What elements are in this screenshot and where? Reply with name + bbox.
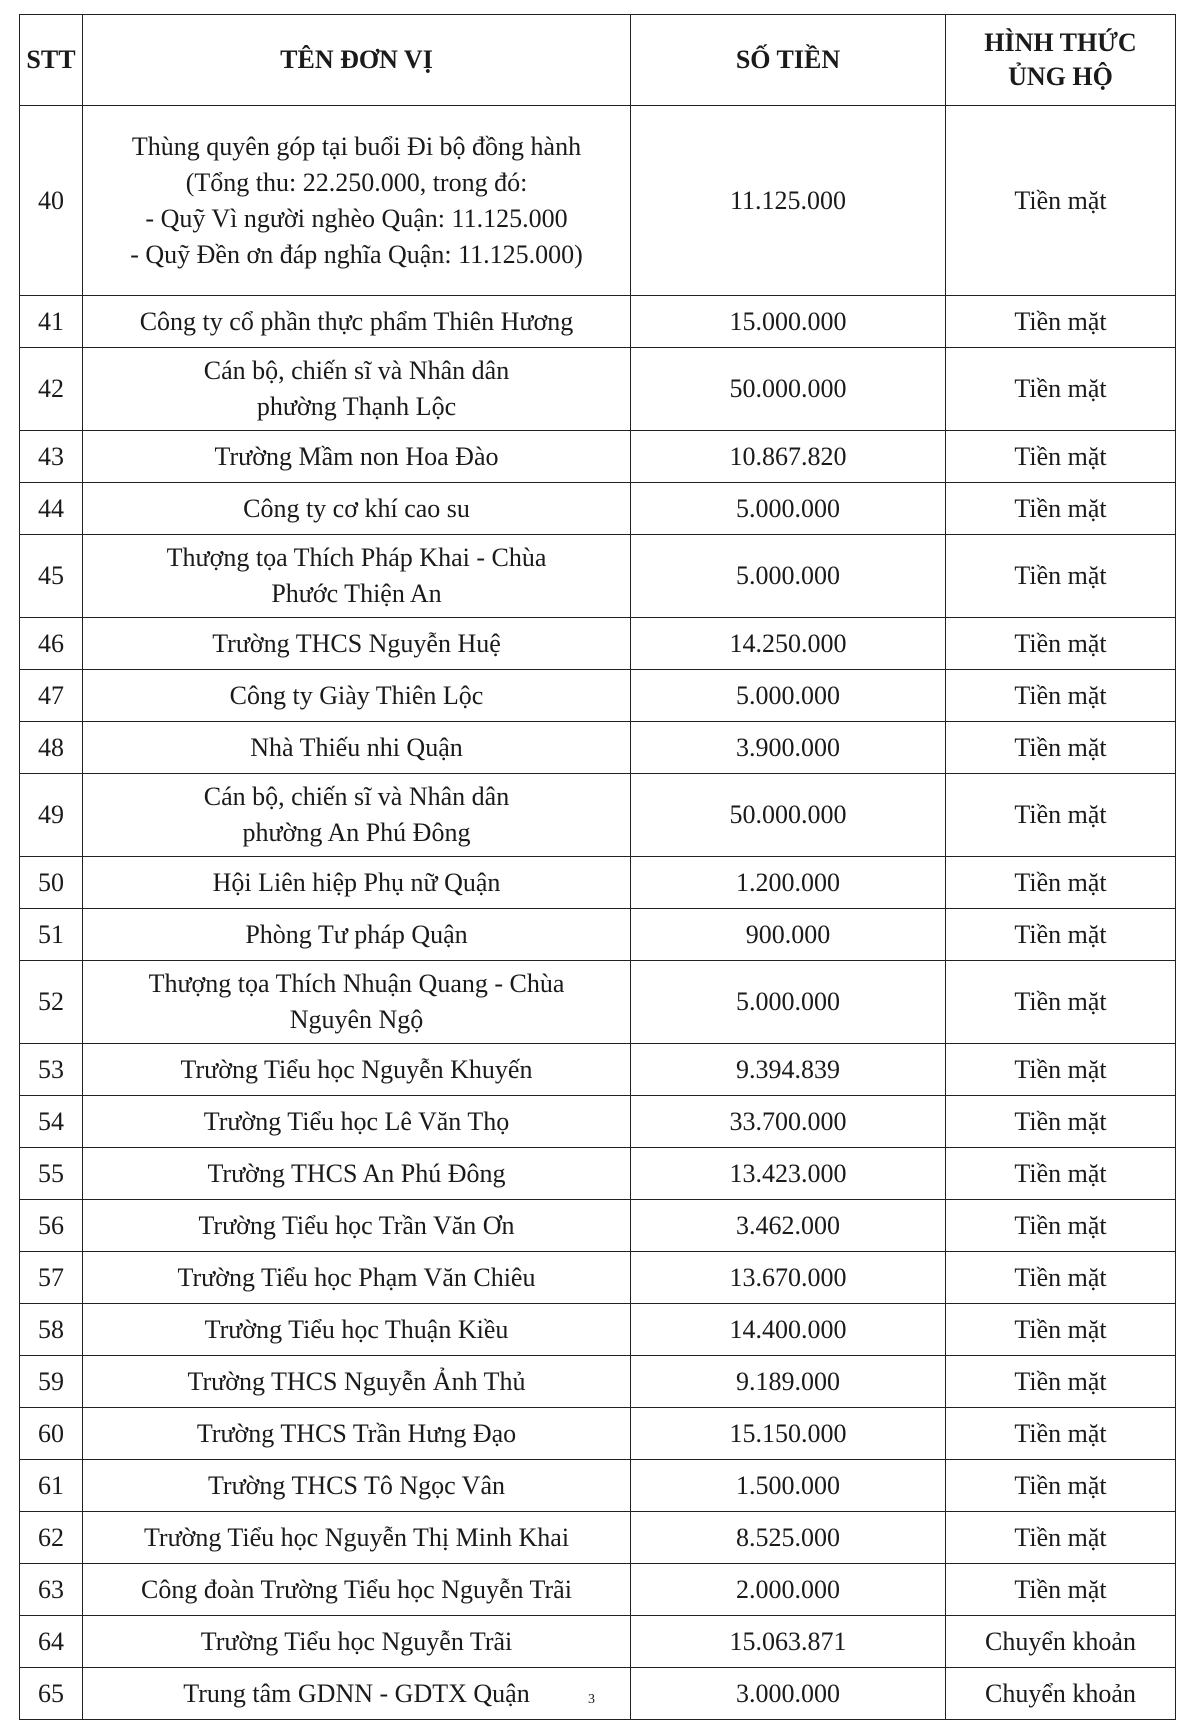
cell-method: Tiền mặt (946, 431, 1176, 483)
cell-method: Tiền mặt (946, 1148, 1176, 1200)
table-row (20, 1252, 1176, 1304)
table-row (20, 1460, 1176, 1512)
table-row (20, 1148, 1176, 1200)
cell-method: Tiền mặt (946, 535, 1176, 618)
cell-amount: 15.000.000 (631, 296, 946, 348)
table-row (20, 670, 1176, 722)
cell-amount: 3.000.000 (631, 1668, 946, 1720)
cell-method: Tiền mặt (946, 1200, 1176, 1252)
cell-name-line: Cán bộ, chiến sĩ và Nhân dân (203, 356, 510, 385)
cell-name (83, 1668, 631, 1720)
table-row (20, 1512, 1176, 1564)
cell-name (83, 618, 631, 670)
table-row (20, 1304, 1176, 1356)
cell-method: Tiền mặt (946, 296, 1176, 348)
cell-name-line: Trường THCS Nguyễn Ảnh Thủ (187, 1366, 526, 1396)
header-row (20, 15, 1176, 106)
table-row (20, 774, 1176, 857)
cell-name (83, 774, 631, 857)
cell-name-line: Cán bộ, chiến sĩ và Nhân dân (203, 782, 510, 811)
cell-name-line: Trường Tiểu học Lê Văn Thọ (203, 1106, 510, 1136)
cell-stt: 57 (20, 1252, 83, 1304)
cell-amount: 1.500.000 (631, 1460, 946, 1512)
cell-stt: 56 (20, 1200, 83, 1252)
cell-amount: 2.000.000 (631, 1564, 946, 1616)
cell-name-line: Trường Tiểu học Nguyễn Thị Minh Khai (143, 1522, 570, 1552)
table-row (20, 1616, 1176, 1668)
cell-stt: 48 (20, 722, 83, 774)
cell-amount: 9.189.000 (631, 1356, 946, 1408)
cell-name (83, 1616, 631, 1668)
cell-name-line: Trường Tiểu học Trần Văn Ơn (198, 1210, 515, 1240)
cell-name-line: Trường THCS Tô Ngọc Vân (207, 1470, 506, 1500)
cell-name-line: Hội Liên hiệp Phụ nữ Quận (212, 867, 501, 897)
donations-table (19, 14, 1176, 1720)
cell-name-line: phường An Phú Đông (242, 818, 471, 847)
cell-name (83, 1512, 631, 1564)
cell-name-line: Trường Tiểu học Thuận Kiều (204, 1314, 509, 1344)
cell-amount: 8.525.000 (631, 1512, 946, 1564)
header-name: TÊN ĐƠN VỊ (83, 15, 631, 106)
cell-method: Tiền mặt (946, 1096, 1176, 1148)
cell-method: Tiền mặt (946, 1460, 1176, 1512)
cell-stt: 63 (20, 1564, 83, 1616)
cell-name (83, 722, 631, 774)
cell-name-line: - Quỹ Đền ơn đáp nghĩa Quận: 11.125.000) (130, 239, 583, 269)
cell-amount: 50.000.000 (631, 348, 946, 431)
table-row (20, 535, 1176, 618)
cell-name (83, 296, 631, 348)
cell-method: Chuyển khoản (946, 1668, 1176, 1720)
cell-amount: 13.670.000 (631, 1252, 946, 1304)
cell-name-line: Nguyên Ngộ (289, 1005, 424, 1034)
cell-amount: 13.423.000 (631, 1148, 946, 1200)
cell-name (83, 1096, 631, 1148)
cell-method: Tiền mặt (946, 909, 1176, 961)
table-row (20, 857, 1176, 909)
cell-stt: 62 (20, 1512, 83, 1564)
cell-name (83, 961, 631, 1044)
cell-stt: 61 (20, 1460, 83, 1512)
table-row (20, 1564, 1176, 1616)
cell-name-line: Trường THCS Nguyễn Huệ (212, 628, 501, 658)
cell-stt: 44 (20, 483, 83, 535)
cell-amount: 50.000.000 (631, 774, 946, 857)
cell-method: Tiền mặt (946, 857, 1176, 909)
cell-name-line: Trường THCS An Phú Đông (207, 1158, 506, 1188)
table-row (20, 1044, 1176, 1096)
cell-amount: 10.867.820 (631, 431, 946, 483)
cell-stt: 59 (20, 1356, 83, 1408)
cell-name-line: Phước Thiện An (271, 579, 442, 608)
cell-stt: 54 (20, 1096, 83, 1148)
cell-method: Tiền mặt (946, 722, 1176, 774)
cell-method: Tiền mặt (946, 1512, 1176, 1564)
header-stt: STT (20, 15, 83, 106)
cell-method: Tiền mặt (946, 348, 1176, 431)
cell-stt: 65 (20, 1668, 83, 1720)
cell-method: Tiền mặt (946, 670, 1176, 722)
header-amount: SỐ TIỀN (631, 15, 946, 106)
cell-amount: 3.462.000 (631, 1200, 946, 1252)
cell-name-line: Thượng tọa Thích Pháp Khai - Chùa (166, 543, 547, 572)
table-body (20, 106, 1176, 1720)
table-row (20, 106, 1176, 296)
cell-amount: 15.063.871 (631, 1616, 946, 1668)
header-method-line-1: HÌNH THỨC (984, 28, 1137, 57)
cell-amount: 15.150.000 (631, 1408, 946, 1460)
cell-amount: 1.200.000 (631, 857, 946, 909)
cell-amount: 33.700.000 (631, 1096, 946, 1148)
cell-amount: 5.000.000 (631, 961, 946, 1044)
cell-stt: 55 (20, 1148, 83, 1200)
cell-stt: 49 (20, 774, 83, 857)
cell-name-line: - Quỹ Vì người nghèo Quận: 11.125.000 (145, 203, 568, 233)
table-row (20, 431, 1176, 483)
cell-name-line: Nhà Thiếu nhi Quận (250, 732, 463, 762)
cell-name (83, 1148, 631, 1200)
table-row (20, 618, 1176, 670)
cell-method: Tiền mặt (946, 1564, 1176, 1616)
header-method-line-2: ỦNG HỘ (1008, 62, 1113, 91)
cell-stt: 43 (20, 431, 83, 483)
cell-amount: 14.250.000 (631, 618, 946, 670)
cell-stt: 51 (20, 909, 83, 961)
cell-name (83, 1200, 631, 1252)
cell-stt: 45 (20, 535, 83, 618)
cell-name-line: Trường THCS Trần Hưng Đạo (196, 1418, 517, 1448)
cell-name-line: Trường Tiểu học Nguyễn Trãi (200, 1626, 513, 1656)
cell-amount: 5.000.000 (631, 670, 946, 722)
cell-stt: 64 (20, 1616, 83, 1668)
cell-method: Tiền mặt (946, 1252, 1176, 1304)
cell-name-line: phường Thạnh Lộc (256, 392, 457, 421)
cell-name (83, 1564, 631, 1616)
cell-amount: 14.400.000 (631, 1304, 946, 1356)
cell-stt: 50 (20, 857, 83, 909)
cell-stt: 60 (20, 1408, 83, 1460)
cell-amount: 900.000 (631, 909, 946, 961)
table-row (20, 1356, 1176, 1408)
table-row (20, 296, 1176, 348)
cell-name (83, 1460, 631, 1512)
table-row (20, 483, 1176, 535)
cell-method: Tiền mặt (946, 1356, 1176, 1408)
cell-name (83, 670, 631, 722)
cell-stt: 42 (20, 348, 83, 431)
cell-name-line: Trường Mầm non Hoa Đào (214, 441, 499, 471)
cell-name (83, 1044, 631, 1096)
cell-name-line: Thượng tọa Thích Nhuận Quang - Chùa (148, 969, 565, 998)
cell-name-line: Thùng quyên góp tại buổi Đi bộ đồng hành (131, 131, 582, 161)
cell-name-line: Trung tâm GDNN - GDTX Quận (183, 1678, 530, 1708)
cell-name-line: (Tổng thu: 22.250.000, trong đó: (185, 167, 528, 197)
cell-method: Tiền mặt (946, 483, 1176, 535)
table-row (20, 1200, 1176, 1252)
cell-method: Chuyển khoản (946, 1616, 1176, 1668)
cell-method: Tiền mặt (946, 961, 1176, 1044)
cell-stt: 41 (20, 296, 83, 348)
table-row (20, 1096, 1176, 1148)
table-row (20, 1668, 1176, 1720)
cell-amount: 11.125.000 (631, 106, 946, 296)
cell-method: Tiền mặt (946, 774, 1176, 857)
cell-method: Tiền mặt (946, 1044, 1176, 1096)
cell-method: Tiền mặt (946, 1408, 1176, 1460)
cell-stt: 53 (20, 1044, 83, 1096)
cell-name-line: Công ty cơ khí cao su (243, 493, 470, 523)
cell-name (83, 1408, 631, 1460)
cell-amount: 3.900.000 (631, 722, 946, 774)
cell-name-line: Trường Tiểu học Nguyễn Khuyến (180, 1054, 533, 1084)
table-row (20, 909, 1176, 961)
cell-stt: 58 (20, 1304, 83, 1356)
cell-name (83, 1356, 631, 1408)
cell-amount: 5.000.000 (631, 483, 946, 535)
cell-name (83, 106, 631, 296)
table-row (20, 348, 1176, 431)
cell-name-line: Công ty cổ phần thực phẩm Thiên Hương (139, 306, 574, 336)
cell-stt: 52 (20, 961, 83, 1044)
table-row (20, 961, 1176, 1044)
cell-name (83, 1252, 631, 1304)
cell-method: Tiền mặt (946, 618, 1176, 670)
table-row (20, 1408, 1176, 1460)
cell-name (83, 483, 631, 535)
cell-method: Tiền mặt (946, 1304, 1176, 1356)
cell-name-line: Công ty Giày Thiên Lộc (229, 680, 484, 710)
cell-stt: 40 (20, 106, 83, 296)
header-method (946, 15, 1176, 106)
cell-name (83, 909, 631, 961)
table-header (20, 15, 1176, 106)
cell-name (83, 348, 631, 431)
table-row (20, 722, 1176, 774)
cell-name-line: Trường Tiểu học Phạm Văn Chiêu (177, 1262, 536, 1292)
cell-name-line: Công đoàn Trường Tiểu học Nguyễn Trãi (141, 1574, 572, 1604)
cell-name (83, 431, 631, 483)
page-number: 3 (588, 1692, 595, 1707)
cell-method: Tiền mặt (946, 106, 1176, 296)
cell-name (83, 535, 631, 618)
cell-name (83, 857, 631, 909)
cell-stt: 46 (20, 618, 83, 670)
cell-stt: 47 (20, 670, 83, 722)
cell-amount: 5.000.000 (631, 535, 946, 618)
cell-name-line: Phòng Tư pháp Quận (245, 919, 468, 949)
cell-amount: 9.394.839 (631, 1044, 946, 1096)
cell-name (83, 1304, 631, 1356)
